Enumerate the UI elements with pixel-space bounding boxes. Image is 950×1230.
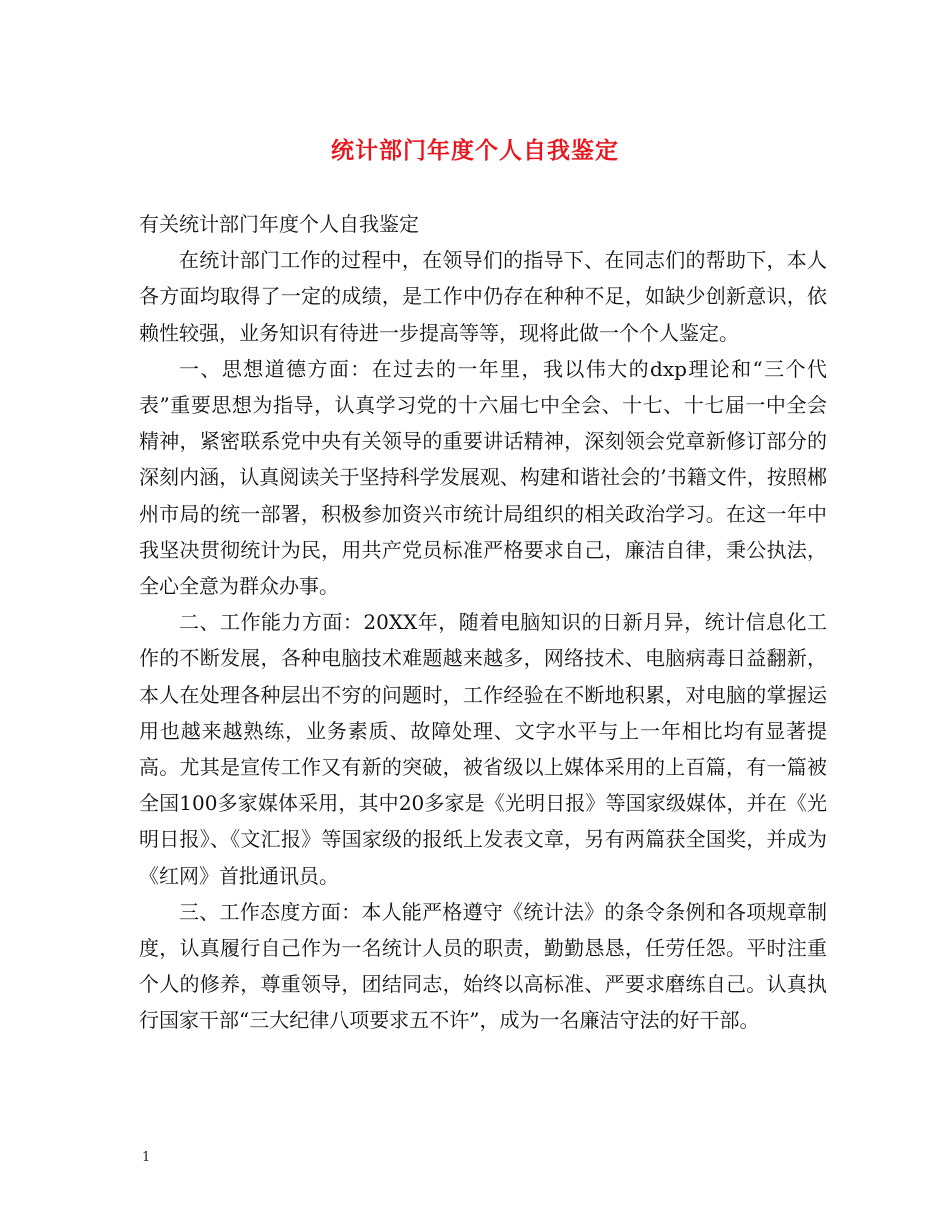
document-body <box>139 206 827 1039</box>
page-number: 1 <box>142 1150 151 1165</box>
document-subtitle: 有关统计部门年度个人自我鉴定 <box>139 212 419 236</box>
paragraph-work-attitude: 三、工作态度方面：本人能严格遵守《统计法》的条令条例和各项规章制度，认真履行自己作为一名统计人员的职责，勤勤恳恳，任劳任怨。平时注重个人的修养，尊重领导，团结同志，始终以高标准、严要求磨练自己。认真执行国家干部“三大纪律八项要求五不许”，成为一名廉洁守法的好干部。 <box>139 899 827 1033</box>
paragraph-work-ability: 二、工作能力方面：20XX年，随着电脑知识的日新月异，统计信息化工作的不断发展，各种电脑技术难题越来越多，网络技术、电脑病毒日益翻新，本人在处理各种层出不穷的问题时，工作经验在不断地积累，对电脑的掌握运用也越来越熟练，业务素质、故障处理、文字水平与上一年相比均有显著提高。尤其是宣传工作又有新的突破，被省级以上媒体采用的上百篇，有一篇被全国100多家媒体采用，其中20多家是《光明日报》等国家级媒体，并在《光明日报》、《文汇报》等国家级的报纸上发表文章，另有两篇获全国奖，并成为《红网》首批通讯员。 <box>139 610 827 888</box>
paragraph-ideology: 一、思想道德方面：在过去的一年里，我以伟大的dxp理论和“三个代表”重要思想为指导，认真学习党的十六届七中全会、十七、十七届一中全会精神，紧密联系党中央有关领导的重要讲话精神，深刻领会党章新修订部分的深刻内涵，认真阅读关于坚持科学发展观、构建和谐社会的’书籍文件，按照郴州市局的统一部署，积极参加资兴市统计局组织的相关政治学习。在这一年中我坚决贯彻统计为民，用共产党员标准严格要求自己，廉洁自律，秉公执法，全心全意为群众办事。 <box>139 356 827 599</box>
paragraph-intro: 在统计部门工作的过程中，在领导们的指导下、在同志们的帮助下，本人各方面均取得了一定的成绩，是工作中仍存在种种不足，如缺少创新意识，依赖性较强，业务知识有待进一步提高等等，现将此做一个个人鉴定。 <box>139 248 827 345</box>
document-title: 统计部门年度个人自我鉴定 <box>331 138 619 164</box>
